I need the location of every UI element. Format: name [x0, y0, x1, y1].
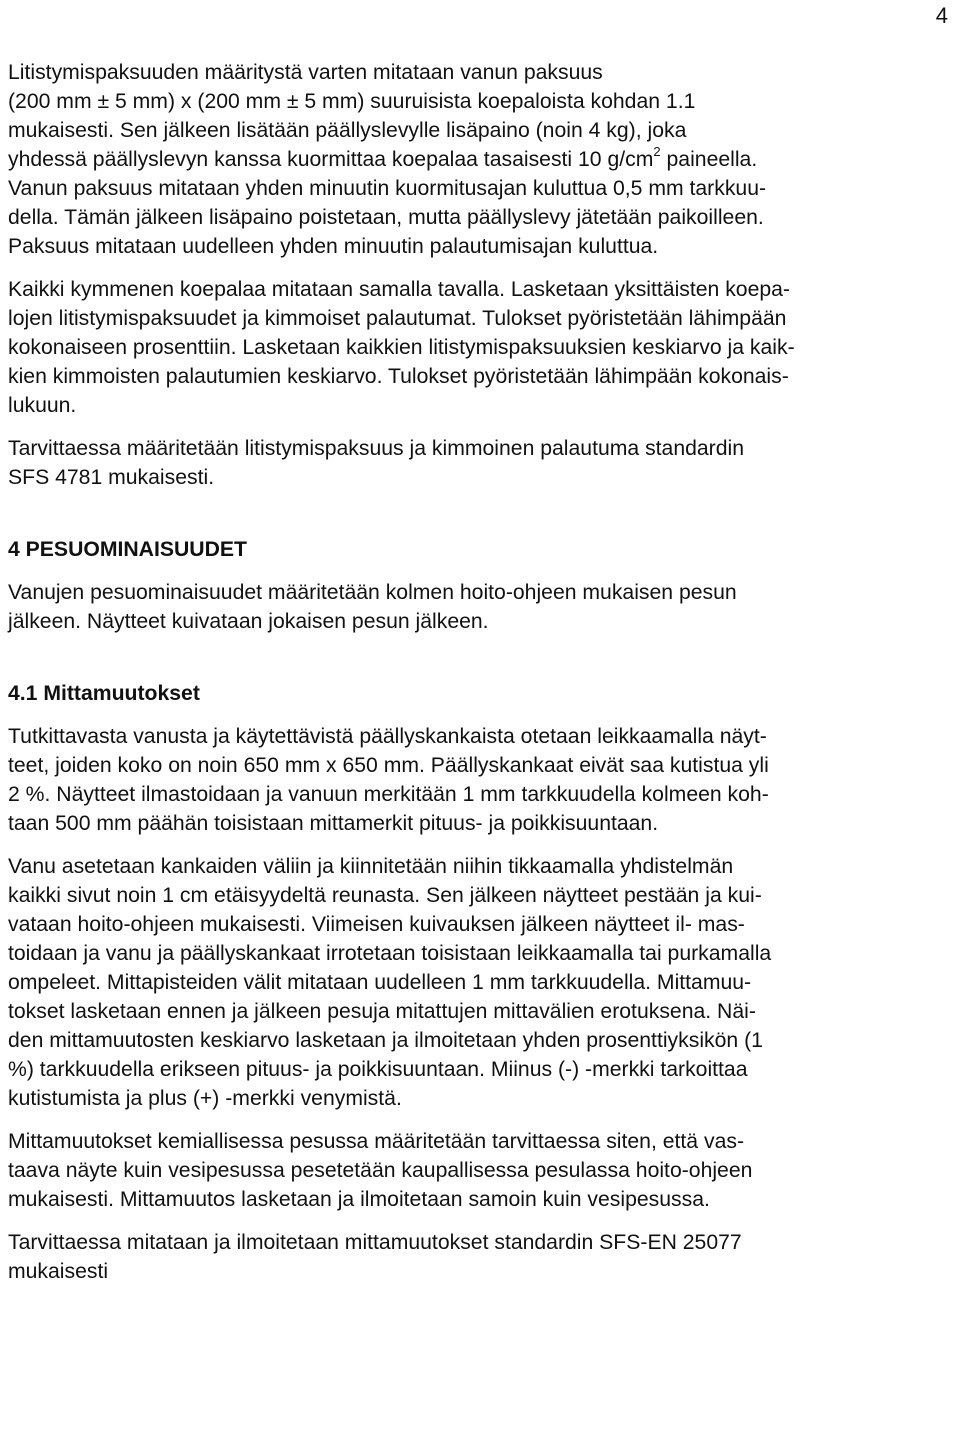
text-line: Tarvittaessa mitataan ja ilmoitetaan mittamuutokset standardin SFS-EN 25077 — [8, 1231, 742, 1254]
spacer — [8, 506, 952, 535]
document-body — [8, 58, 952, 1300]
paragraph-standard-reference — [8, 434, 952, 492]
text-line: mukaisesti. Sen jälkeen lisätään päällyslevylle lisäpaino (noin 4 kg), joka — [8, 119, 687, 142]
text-line: Kaikki kymmenen koepalaa mitataan samalla tavalla. Lasketaan yksittäisten koepa- — [8, 278, 790, 301]
text-line: mukaisesti. Mittamuutos lasketaan ja ilmoitetaan samoin kuin vesipesussa. — [8, 1188, 710, 1211]
text-line: SFS 4781 mukaisesti. — [8, 466, 215, 489]
text-line: kutistumista ja plus (+) -merkki venymistä. — [8, 1087, 402, 1110]
paragraph-sample-preparation — [8, 722, 952, 838]
text-line: Vanun paksuus mitataan yhden minuutin kuormitusajan kuluttua 0,5 mm tarkkuu- — [8, 177, 767, 200]
paragraph-washing-procedure — [8, 852, 952, 1113]
text-line: Paksuus mitataan uudelleen yhden minuutin palautumisajan kuluttua. — [8, 235, 659, 258]
text-line: kien kimmoisten palautumien keskiarvo. Tulokset pyöristetään lähimpään kokonais- — [8, 365, 789, 388]
subsection-heading: 4.1 Mittamuutokset — [8, 682, 200, 705]
text-line — [8, 145, 952, 174]
paragraph-all-samples — [8, 275, 952, 420]
text-line: lojen litistymispaksuudet ja kimmoiset palautumat. Tulokset pyöristetään lähimpään — [8, 307, 787, 330]
paragraph-washing-properties — [8, 578, 952, 636]
text-line: Mittamuutokset kemiallisessa pesussa määritetään tarvittaessa siten, että vas- — [8, 1130, 744, 1153]
text-line: Vanujen pesuominaisuudet määritetään kolmen hoito-ohjeen mukaisen pesun — [8, 581, 737, 604]
superscript: 2 — [653, 143, 661, 159]
text-line: Tarvittaessa määritetään litistymispaksuus ja kimmoinen palautuma standardin — [8, 437, 745, 460]
text-line: kokonaiseen prosenttiin. Lasketaan kaikkien litistymispaksuuksien keskiarvo ja kaik- — [8, 336, 795, 359]
text-line: teet, joiden koko on noin 650 mm x 650 mm. Päällyskankaat eivät saa kutistua yli — [8, 754, 769, 777]
text-line: ompeleet. Mittapisteiden välit mitataan uudelleen 1 mm tarkkuudella. Mittamuu- — [8, 971, 752, 994]
section-heading: 4 PESUOMINAISUUDET — [8, 538, 247, 561]
page-number: 4 — [935, 3, 948, 28]
text-line: kaikki sivut noin 1 cm etäisyydeltä reunasta. Sen jälkeen näytteet pestään ja kui- — [8, 884, 762, 907]
spacer — [8, 650, 952, 679]
paragraph-dry-cleaning — [8, 1127, 952, 1214]
text-line: Litistymispaksuuden määritystä varten mitataan vanun paksuus — [8, 61, 603, 84]
text-line: della. Tämän jälkeen lisäpaino poistetaan, mutta päällyslevy jätetään paikoilleen. — [8, 206, 764, 229]
paragraph-standard-en — [8, 1228, 952, 1286]
text-line: toidaan ja vanu ja päällyskankaat irrotetaan toisistaan leikkaamalla tai purkamalla — [8, 942, 772, 965]
text-segment: yhdessä päällyslevyn kanssa kuormittaa koepalaa tasaisesti 10 g/cm — [8, 148, 654, 171]
text-line: (200 mm ± 5 mm) x (200 mm ± 5 mm) suuruisista koepaloista kohdan 1.1 — [8, 90, 696, 113]
text-line: 2 %. Näytteet ilmastoidaan ja vanuun merkitään 1 mm tarkkuudella kolmeen koh- — [8, 783, 769, 806]
text-line: Vanu asetetaan kankaiden väliin ja kiinnitetään niihin tikkaamalla yhdistelmän — [8, 855, 734, 878]
text-line: tokset lasketaan ennen ja jälkeen pesuja mitattujen mittavälien erotuksena. Näi- — [8, 1000, 756, 1023]
text-segment: paineella. — [660, 148, 758, 171]
text-line: den mittamuutosten keskiarvo lasketaan ja ilmoitetaan yhden prosenttiyksikön (1 — [8, 1029, 763, 1052]
text-line: taan 500 mm päähän toisistaan mittamerkit pituus- ja poikkisuuntaan. — [8, 812, 659, 835]
text-line: %) tarkkuudella erikseen pituus- ja poikkisuuntaan. Miinus (-) -merkki tarkoittaa — [8, 1058, 748, 1081]
paragraph-thickness-measurement — [8, 58, 952, 261]
text-line: taava näyte kuin vesipesussa pesetetään kaupallisessa pesulassa hoito-ohjeen — [8, 1159, 753, 1182]
text-line: Tutkittavasta vanusta ja käytettävistä päällyskankaista otetaan leikkaamalla näyt- — [8, 725, 767, 748]
text-line: vataan hoito-ohjeen mukaisesti. Viimeisen kuivauksen jälkeen näytteet il- mas- — [8, 913, 745, 936]
text-line: jälkeen. Näytteet kuivataan jokaisen pesun jälkeen. — [8, 610, 489, 633]
text-line: mukaisesti — [8, 1260, 109, 1283]
text-line: lukuun. — [8, 394, 77, 417]
